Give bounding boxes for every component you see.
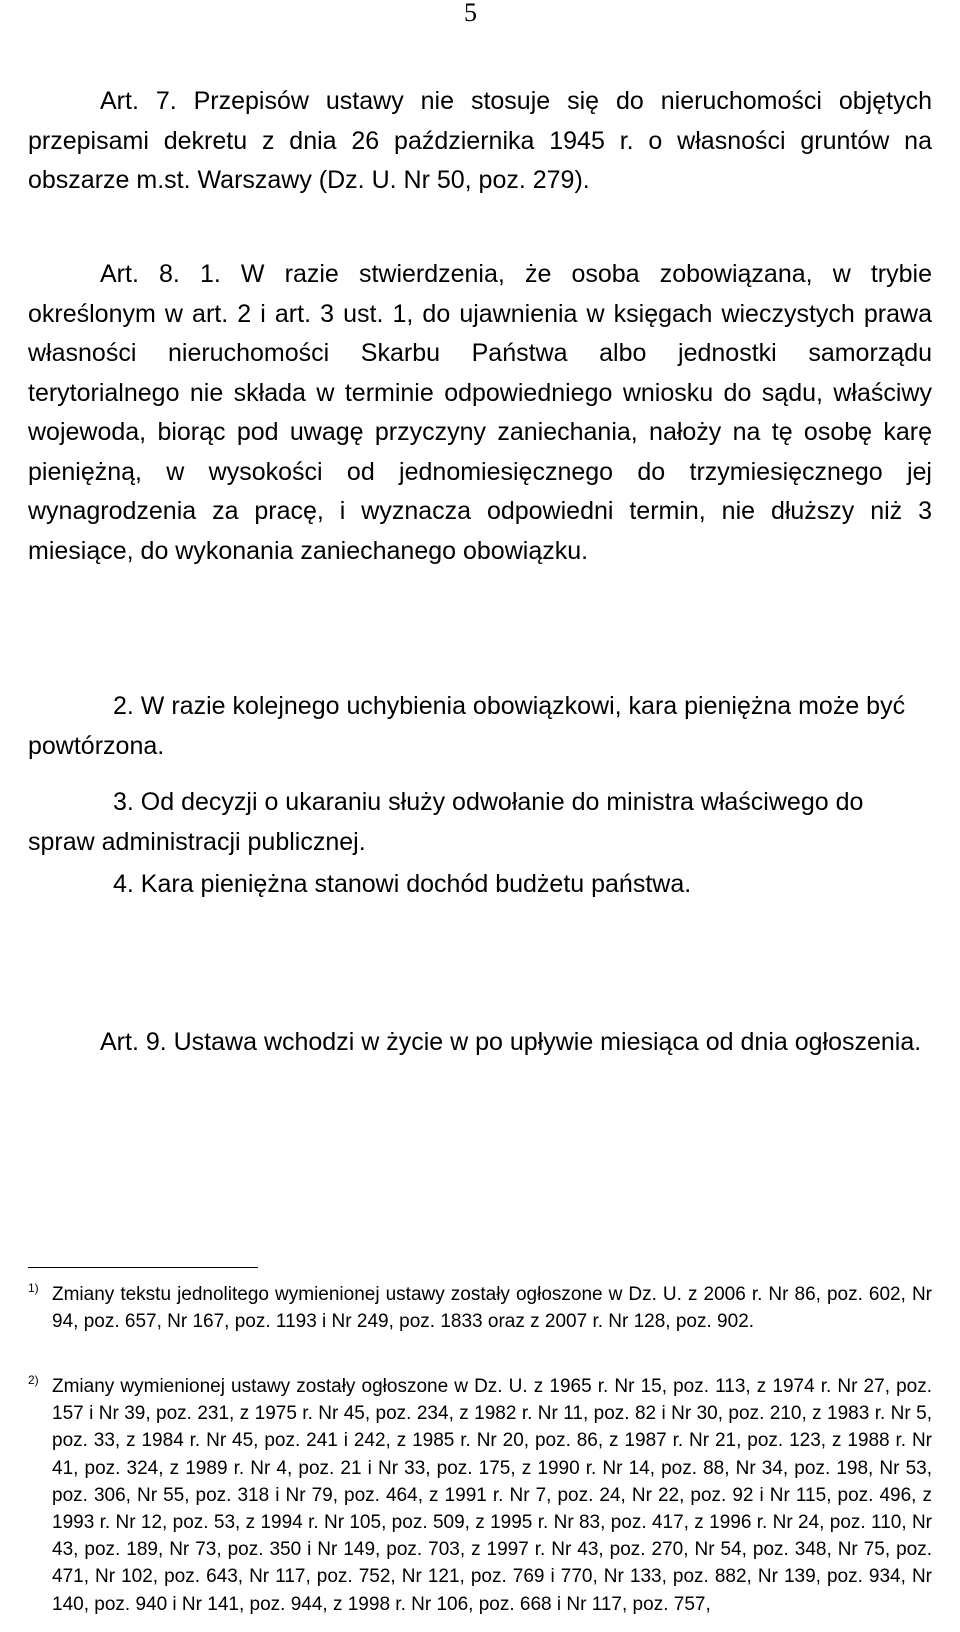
footnote-text: Zmiany wymienionej ustawy zostały ogłoszone w Dz. U. z 1965 r. Nr 15, poz. 113, z 1974 r. Nr 27, poz. 157 i Nr 39, poz. 231, z 1975 r. Nr 45, poz. 234, z 1982 r. Nr 11, poz. 82 i Nr 30, poz. 210, z 1983 r. Nr 5, poz. 33, z 1984 r. Nr 45, poz. 241 i 242, z 1985 r. Nr 20, poz. 86, z 1987 r. Nr 21, poz. 123, z 1988 r. Nr 41, poz. 324, z 1989 r. Nr 4, poz. 21 i Nr 33, poz. 175, z 1990 r. Nr 14, poz. 88, Nr 34, poz. 198, Nr 53, poz. 306, Nr 55, poz. 318 i Nr 79, poz. 464, z 1991 r. Nr 7, poz. 24, Nr 22, poz. 92 i Nr 115, poz. 496, z 1993 r. Nr 12, poz. 53, z 1994 r. Nr 105, poz. 509, z 1995 r. Nr 83, poz. 417, z 1996 r. Nr 24, poz. 110, Nr 43, poz. 189, Nr 73, poz. 350 i Nr 149, poz. 703, z 1997 r. Nr 43, poz. 270, Nr 54, poz. 348, Nr 75, poz. 471, Nr 102, poz. 643, Nr 117, poz. 752, Nr 121, poz. 769 i 770, Nr 133, poz. 882, Nr 139, poz. 934, Nr 140, poz. 940 i Nr 141, poz. 944, z 1998 r. Nr 106, poz. 668 i Nr 117, poz. 757, xyxy=(52,1376,932,1615)
page-number: 5 xyxy=(464,0,477,27)
footnote-separator xyxy=(28,1267,258,1268)
article-8-section-4: 4. Kara pieniężna stanowi dochód budżetu państwa. xyxy=(113,870,692,898)
article-8-section-2: 2. W razie kolejnego uchybienia obowiązkowi, kara pieniężna może być powtórzona. xyxy=(28,692,906,760)
footnote-marker: 2) xyxy=(28,1373,39,1387)
footnote-text: Zmiany tekstu jednolitego wymienionej ustawy zostały ogłoszone w Dz. U. z 2006 r. Nr 86, poz. 602, Nr 94, poz. 657, Nr 167, poz. 1193 i Nr 249, poz. 1833 oraz z 2007 r. Nr 128, poz. 902. xyxy=(52,1284,932,1333)
article-9: Art. 9. Ustawa wchodzi w życie w po upływie miesiąca od dnia ogłoszenia. xyxy=(100,1028,922,1056)
article-8-section-1: Art. 8. 1. W razie stwierdzenia, że osoba zobowiązana, w trybie określonym w art. 2 i art. 3 ust. 1, do ujawnienia w księgach wieczystych prawa własności nieruchomości Skarbu Państwa albo jednostki samorządu terytorialnego nie składa w terminie odpowiedniego wniosku do sądu, właściwy wojewoda, biorąc pod uwagę przyczyny zaniechania, nałoży na tę osobę karę pieniężną, w wysokości od jednomiesięcznego do trzymiesięcznego jej wynagrodzenia za pracę, i wyznacza odpowiedni termin, nie dłuższy niż 3 miesiące, do wykonania zaniechanego obowiązku. xyxy=(28,260,932,565)
footnote-2 xyxy=(28,1367,932,1618)
article-8-section-3: 3. Od decyzji o ukaraniu służy odwołanie do ministra właściwego do spraw administracji publicznej. xyxy=(28,788,864,856)
footnote-marker: 1) xyxy=(28,1281,39,1295)
article-7: Art. 7. Przepisów ustawy nie stosuje się do nieruchomości objętych przepisami dekretu z dnia 26 października 1945 r. o własności gruntów na obszarze m.st. Warszawy (Dz. U. Nr 50, poz. 279). xyxy=(28,87,932,194)
footnote-1 xyxy=(28,1275,932,1335)
